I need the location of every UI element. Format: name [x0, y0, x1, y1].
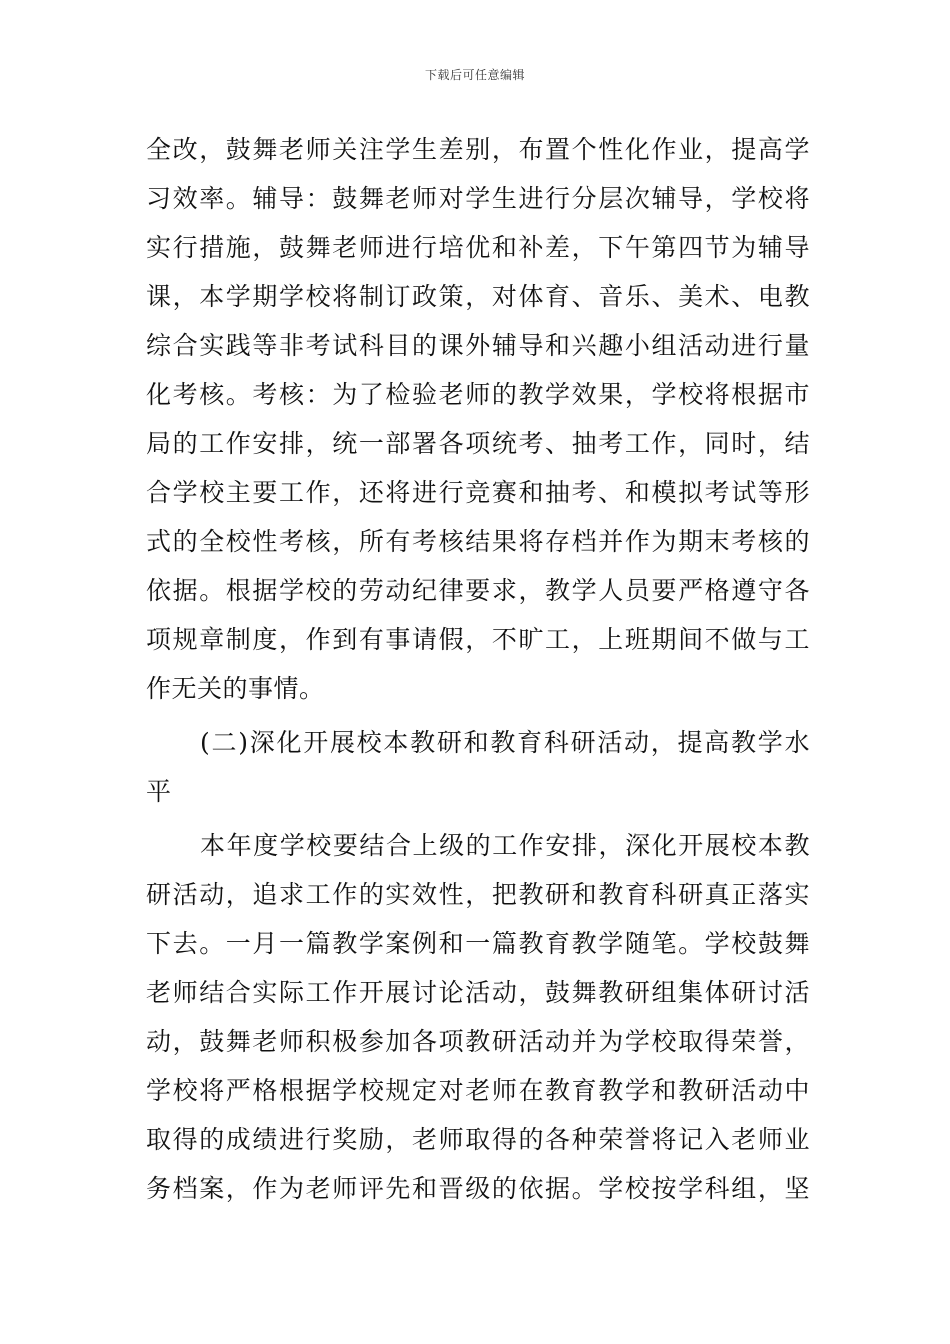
document-body — [146, 125, 810, 1213]
text-line: 务档案，作为老师评先和晋级的依据。学校按学科组，坚 — [146, 1174, 810, 1203]
text-line: 动，鼓舞老师积极参加各项教研活动并为学校取得荣誉， — [146, 1027, 810, 1056]
text-line: 项规章制度，作到有事请假，不旷工，上班期间不做与工 — [146, 625, 810, 654]
section-heading — [146, 718, 810, 816]
paragraph — [146, 821, 810, 1213]
page-header: 下载后可任意编辑 — [424, 68, 525, 82]
text-line: 实行措施，鼓舞老师进行培优和补差，下午第四节为辅导 — [146, 233, 810, 262]
heading-line: (二)深化开展校本教研和教育科研活动，提高教学水 — [200, 728, 810, 757]
text-line: 老师结合实际工作开展讨论活动，鼓舞教研组集体研讨活 — [146, 978, 810, 1007]
text-line: 作无关的事情。 — [146, 674, 325, 703]
paragraph — [146, 125, 810, 713]
text-line: 下去。一月一篇教学案例和一篇教育教学随笔。学校鼓舞 — [146, 929, 810, 958]
text-line: 习效率。辅导：鼓舞老师对学生进行分层次辅导，学校将 — [146, 184, 810, 213]
text-line: 式的全校性考核，所有考核结果将存档并作为期末考核的 — [146, 527, 810, 556]
text-line: 学校将严格根据学校规定对老师在教育教学和教研活动中 — [146, 1076, 810, 1105]
text-line: 取得的成绩进行奖励，老师取得的各种荣誉将记入老师业 — [146, 1125, 810, 1154]
text-line: 依据。根据学校的劳动纪律要求，教学人员要严格遵守各 — [146, 576, 810, 605]
text-line: 本年度学校要结合上级的工作安排，深化开展校本教 — [200, 831, 810, 860]
text-line: 综合实践等非考试科目的课外辅导和兴趣小组活动进行量 — [146, 331, 810, 360]
text-line: 课，本学期学校将制订政策，对体育、音乐、美术、电教 — [146, 282, 810, 311]
text-line: 全改，鼓舞老师关注学生差别，布置个性化作业，提高学 — [146, 135, 810, 164]
heading-line: 平 — [146, 777, 172, 806]
text-line: 合学校主要工作，还将进行竞赛和抽考、和模拟考试等形 — [146, 478, 810, 507]
text-line: 局的工作安排，统一部署各项统考、抽考工作，同时，结 — [146, 429, 810, 458]
text-line: 研活动，追求工作的实效性，把教研和教育科研真正落实 — [146, 880, 810, 909]
text-line: 化考核。考核：为了检验老师的教学效果，学校将根据市 — [146, 380, 810, 409]
